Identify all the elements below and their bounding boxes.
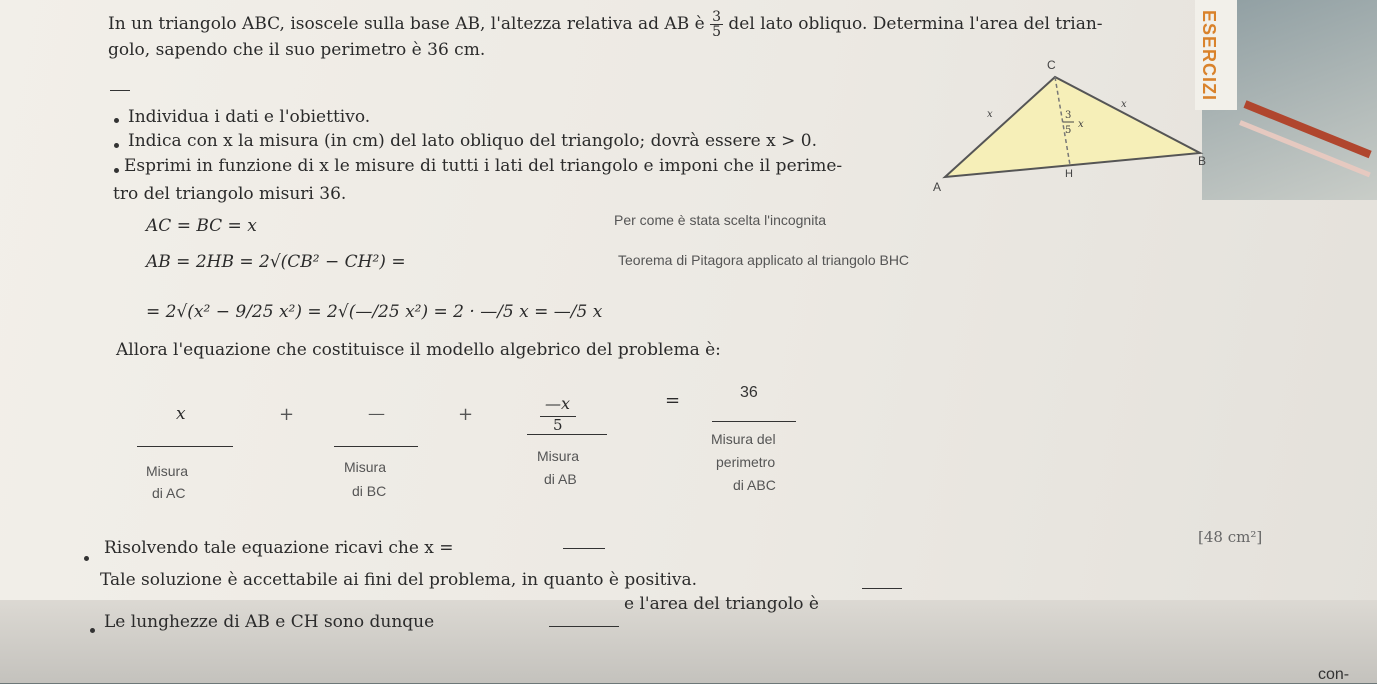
cut-off-text: con-	[1318, 666, 1350, 683]
bullet	[114, 118, 119, 123]
caption-bc-1: Misura	[344, 459, 387, 475]
blank-perimeter	[712, 421, 796, 422]
caption-perimeter-1: Misura del	[711, 431, 776, 447]
area-text: e l'area del triangolo è	[624, 594, 819, 614]
bullet	[114, 143, 119, 148]
lengths-ab-ch-text: Le lunghezze di AB e CH sono dunque	[104, 612, 435, 632]
model-term-ab-num: —x	[545, 394, 571, 413]
problem-text-line1: In un triangolo ABC, isoscele sulla base AB, l'altezza relativa ad AB è $\frac{3}{5}$ del lato obliquo. Determina l'area del trian-	[108, 9, 1103, 40]
step-identify: Individua i dati e l'obiettivo.	[128, 107, 371, 127]
step-define-x: Indica con x la misura (in cm) del lato obliquo del triangolo; dovrà essere x > 0.	[128, 131, 817, 151]
caption-ac-2: di AC	[152, 485, 186, 501]
bullet	[114, 168, 119, 173]
triangle-abc	[945, 77, 1200, 177]
height-den: 5	[1065, 125, 1072, 136]
height-fraction: $\frac{3}{5}$	[712, 9, 721, 40]
side-x-label-left: x	[987, 109, 993, 120]
model-rhs-36: 36	[740, 384, 758, 401]
caption-ab-2: di AB	[544, 471, 577, 487]
height-var: x	[1078, 119, 1084, 130]
equation-ac-bc: AC = BC = x	[146, 216, 257, 236]
vertex-a-label: A	[933, 180, 942, 194]
answer-key: [48 cm²]	[1198, 528, 1263, 546]
solution-acceptable: Tale soluzione è accettabile ai fini del problema, in quanto è positiva.	[100, 570, 698, 590]
note-pitagora: Teorema di Pitagora applicato al triangolo BHC	[618, 252, 910, 268]
blank-bc	[334, 446, 418, 447]
caption-perimeter-3: di ABC	[733, 477, 776, 493]
model-intro: Allora l'equazione che costituisce il modello algebrico del problema è:	[116, 340, 721, 360]
model-term-ac: x	[176, 404, 186, 424]
note-incognita: Per come è stata scelta l'incognita	[614, 212, 827, 228]
blank-area	[862, 588, 902, 589]
caption-ac-1: Misura	[146, 463, 189, 479]
model-term-bc: —	[368, 404, 385, 424]
equation-ab: AB = 2HB = 2√(CB² − CH²) =	[146, 252, 406, 272]
solve-x-text: Risolvendo tale equazione ricavi che x =	[104, 538, 454, 558]
blank-ac	[137, 446, 233, 447]
bullet	[90, 628, 95, 633]
step-express-sides-a: Esprimi in funzione di x le misure di tutti i lati del triangolo e imponi che il perime-	[124, 156, 843, 176]
problem-text-line2: golo, sapendo che il suo perimetro è 36 cm.	[108, 40, 486, 60]
step-express-sides-b: tro del triangolo misuri 36.	[113, 184, 347, 204]
section-tab-label: ESERCIZI	[1199, 10, 1219, 102]
triangle-figure	[925, 55, 1215, 195]
bullet	[84, 556, 89, 561]
side-x-label-right: x	[1121, 99, 1127, 110]
foot-h-label: H	[1065, 168, 1073, 180]
dash-mark	[110, 90, 130, 91]
blank-lengths	[549, 626, 619, 627]
caption-perimeter-2: perimetro	[716, 454, 776, 470]
plus-sign-2: +	[458, 404, 474, 425]
blank-ab	[527, 434, 607, 435]
height-num: 3	[1065, 110, 1072, 121]
vertex-b-label: B	[1198, 154, 1207, 168]
caption-ab-1: Misura	[537, 448, 580, 464]
vertex-c-label: C	[1047, 58, 1056, 72]
caption-bc-2: di BC	[352, 483, 387, 499]
plus-sign-1: +	[279, 404, 295, 425]
equation-ab-simplified: = 2√(x² − 9/25 x²) = 2√(—/25 x²) = 2 · —/5 x = —/5 x	[146, 302, 603, 322]
blank-x-value	[563, 548, 605, 549]
model-term-ab-den: 5	[553, 416, 563, 434]
equals-sign: =	[665, 390, 681, 411]
